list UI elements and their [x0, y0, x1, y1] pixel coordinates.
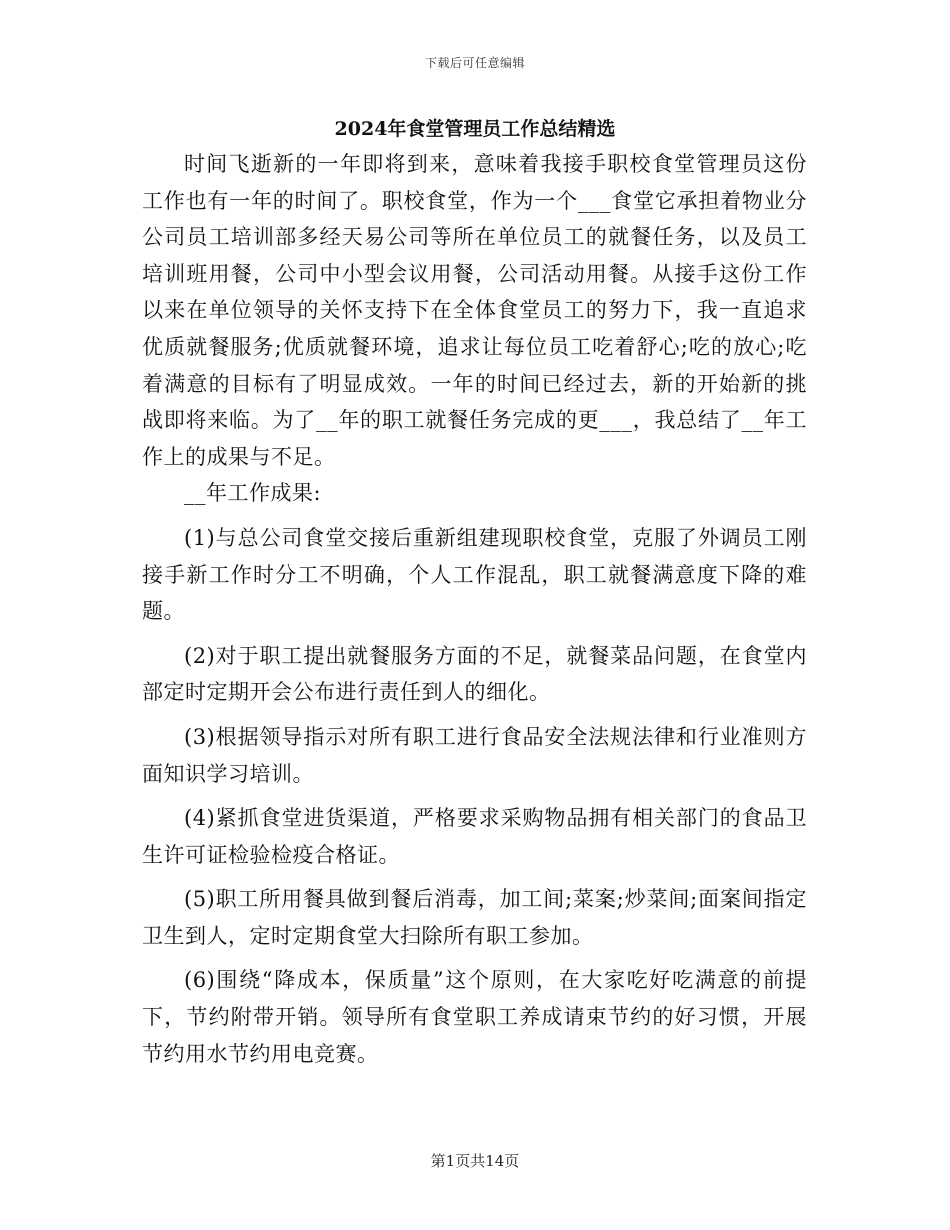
page-number-footer: 第1页共14页: [430, 1152, 520, 1170]
achievement-item-4: (4)紧抓食堂进货渠道，严格要求采购物品拥有相关部门的食品卫生许可证检验检疫合格证。: [142, 806, 807, 867]
achievement-item-1: (1)与总公司食堂交接后重新组建现职校食堂，克服了外调员工刚接手新工作时分工不明确，个人工作混乱，职工就餐满意度下降的难题。: [142, 525, 807, 624]
achievement-item-2: (2)对于职工提出就餐服务方面的不足，就餐菜品问题，在食堂内部定时定期开会公布进行责任到人的细化。: [142, 643, 807, 705]
intro-paragraph: 时间飞逝新的一年即将到来，意味着我接手职校食堂管理员这份工作也有一年的时间了。职校食堂，作为一个___食堂它承担着物业分公司员工培训部多经天易公司等所在单位员工的就餐任务，以及员工培训班用餐，公司中小型会议用餐，公司活动用餐。从接手这份工作以来在单位领导的关怀支持下在全体食堂员工的努力下，我一直追求优质就餐服务;优质就餐环境，追求让每位员工吃着舒心;吃的放心;吃着满意的目标有了明显成效。一年的时间已经过去，新的开始新的挑战即将来临。为了__年的职工就餐任务完成的更___，我总结了__年工作上的成果与不足。: [142, 152, 807, 469]
achievement-item-5: (5)职工所用餐具做到餐后消毒，加工间;菜案;炒菜间;面案间指定卫生到人，定时定期食堂大扫除所有职工参加。: [142, 887, 807, 948]
achievement-item-3: (3)根据领导指示对所有职工进行食品安全法规法律和行业准则方面知识学习培训。: [142, 724, 807, 786]
achievements-heading: __年工作成果:: [184, 481, 322, 506]
document-body: [142, 146, 807, 1080]
document-title: 2024年食堂管理员工作总结精选: [334, 118, 616, 140]
header-edit-note: 下载后可任意编辑: [424, 56, 525, 70]
achievement-item-6: (6)围绕“降成本，保质量”这个原则，在大家吃好吃满意的前提下，节约附带开销。领导所有食堂职工养成请束节约的好习惯，开展节约用水节约用电竞赛。: [142, 968, 807, 1066]
